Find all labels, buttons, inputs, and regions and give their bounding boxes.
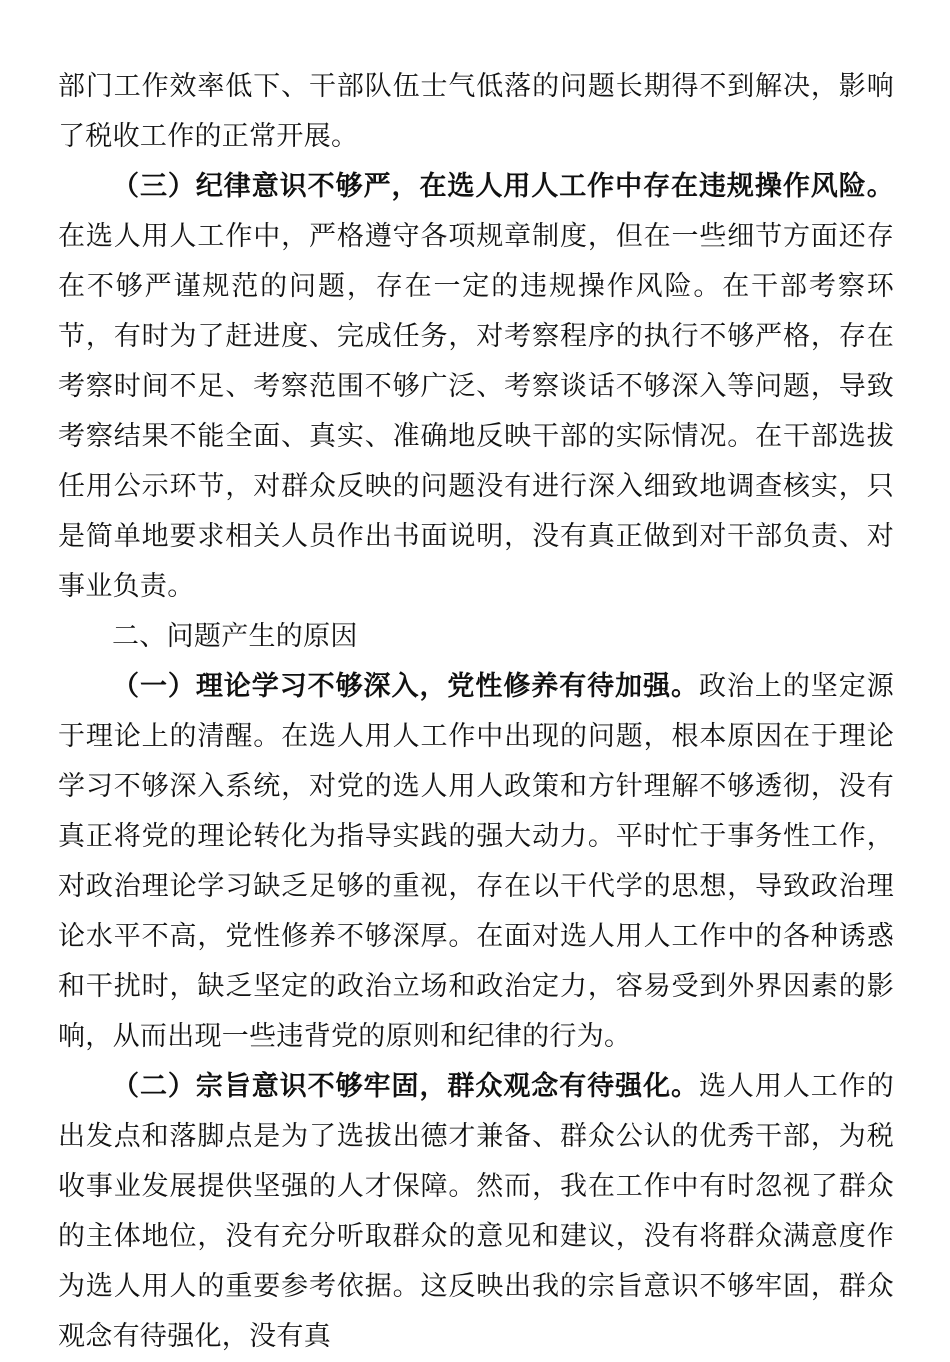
paragraph-theory-study	[58, 662, 894, 1062]
paragraph-continuation	[58, 62, 894, 162]
paragraph-text: 在选人用人工作中，严格遵守各项规章制度，但在一些细节方面还存在不够严谨规范的问题，存在一定的违规操作风险。在干部考察环节，有时为了赶进度、完成任务，对考察程序的执行不够严格，存在考察时间不足、考察范围不够广泛、考察谈话不够深入等问题，导致考察结果不能全面、真实、准确地反映干部的实际情况。在干部选拔任用公示环节，对群众反映的问题没有进行深入细致地调查核实，只是简单地要求相关人员作出书面说明，没有真正做到对干部负责、对事业负责。	[58, 221, 894, 602]
section-heading-text: 二、问题产生的原因	[112, 621, 358, 652]
paragraph-text: 政治上的坚定源于理论上的清醒。在选人用人工作中出现的问题，根本原因在于理论学习不够深入系统，对党的选人用人政策和方针理解不够透彻，没有真正将党的理论转化为指导实践的强大动力。平时忙于事务性工作，对政治理论学习缺乏足够的重视，存在以干代学的思想，导致政治理论水平不高，党性修养不够深厚。在面对选人用人工作中的各种诱惑和干扰时，缺乏坚定的政治立场和政治定力，容易受到外界因素的影响，从而出现一些违背党的原则和纪律的行为。	[58, 671, 894, 1052]
paragraph-bold-lead: （二）宗旨意识不够牢固，群众观念有待强化。	[112, 1071, 699, 1102]
paragraph-text: 选人用人工作的出发点和落脚点是为了选拔出德才兼备、群众公认的优秀干部，为税收事业发展提供坚强的人才保障。然而，我在工作中有时忽视了群众的主体地位，没有充分听取群众的意见和建议，没有将群众满意度作为选人用人的重要参考依据。这反映出我的宗旨意识不够牢固，群众观念有待强化，没有真	[58, 1071, 894, 1352]
section-heading-causes	[58, 612, 894, 662]
document-page	[58, 62, 894, 1362]
paragraph-bold-lead: （一）理论学习不够深入，党性修养有待加强。	[112, 671, 699, 702]
paragraph-text: 部门工作效率低下、干部队伍士气低落的问题长期得不到解决，影响了税收工作的正常开展。	[58, 71, 894, 152]
paragraph-discipline-awareness	[58, 162, 894, 612]
paragraph-purpose-awareness	[58, 1062, 894, 1362]
paragraph-bold-lead: （三）纪律意识不够严，在选人用人工作中存在违规操作风险。	[112, 171, 894, 202]
